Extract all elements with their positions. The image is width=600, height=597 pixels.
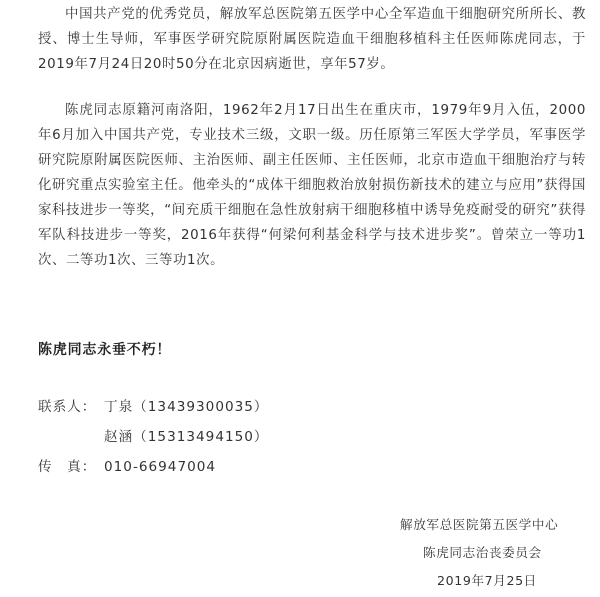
signature-organization: 解放军总医院第五医学中心	[400, 517, 559, 532]
obituary-paragraph-biography: 陈虎同志原籍河南洛阳，1962年2月17日出生在重庆市，1979年9月入伍，2000年6月加入中国共产党，专业技术三级，文职一级。历任原第三军医大学学员，军事医学研究院原附属医院医师、主治医师、副主任医师、主任医师，北京市造血干细胞治疗与转化研究重点实验室主任。他牵头的“成体干细胞救治放射损伤新技术的建立与应用”获得国家科技进步一等奖，“间充质干细胞在急性放射病干细胞移植中诱导免疫耐受的研究”获得军队科技进步一等奖，2016年获得“何梁何利基金科学与技术进步奖”。曾荣立一等功1次、二等功1次、三等功1次。	[38, 103, 586, 268]
contact-label: 联系人：	[38, 399, 97, 415]
tribute-heading: 陈虎同志永垂不朽！	[38, 342, 172, 358]
fax-number: 010-66947004	[104, 459, 217, 475]
obituary-paragraph-intro: 中国共产党的优秀党员，解放军总医院第五医学中心全军造血干细胞研究所所长、教授、博士生导师，军事医学研究院原附属医院造血干细胞移植科主任医师陈虎同志，于2019年7月24日20时50分在北京因病逝世，享年57岁。	[38, 7, 586, 72]
signature-committee: 陈虎同志治丧委员会	[423, 545, 542, 560]
contact-entry-2: 赵涵（15313494150）	[104, 429, 269, 445]
signature-date: 2019年7月25日	[437, 573, 537, 588]
contact-entry-1: 丁泉（13439300035）	[104, 399, 269, 415]
fax-label: 传 真：	[38, 459, 97, 475]
